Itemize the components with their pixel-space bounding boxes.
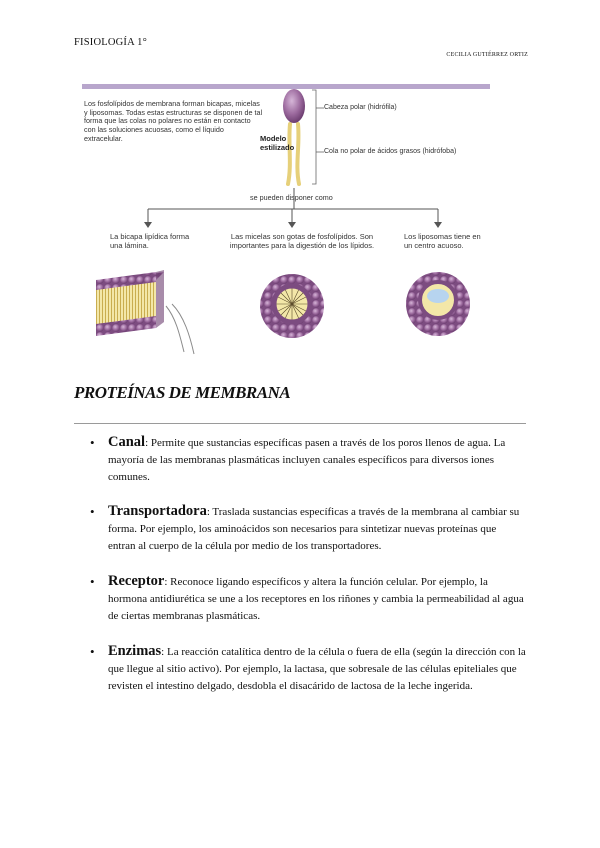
protein-term: Receptor: [108, 573, 165, 589]
protein-term: Transportadora: [108, 503, 207, 519]
list-item: [90, 434, 526, 486]
protein-term: Enzimas: [108, 643, 162, 659]
nonpolar-tail-label: Cola no polar de ácidos grasos (hidrófoba): [324, 148, 457, 155]
stylized-model-label: Modelo estilizado: [260, 134, 295, 152]
figure-top-banner: [82, 84, 490, 89]
protein-description: : Reconoce ligando específicos y altera la función celular. Por ejemplo, la hormona antidiurética se une a los receptores en los riñones y cambia la permeabilidad al agua de ciertas membranas plasmáticas.: [108, 576, 524, 622]
membrane-protein-list: [90, 434, 526, 695]
protein-term: Canal: [108, 434, 146, 450]
header-author: CECILIA GUTIÉRREZ ORTIZ: [446, 52, 528, 58]
liposome-label: Los liposomas tiene en un centro acuoso.: [404, 232, 481, 250]
protein-description: : La reacción catalítica dentro de la célula o fuera de ella (según la dirección con la que llegue al sitio activo). Por ejemplo, la lactasa, que sobresale de las células epiteliales que revisten el intestino delgado, desdobla el disacárido de lactosa de la leche ingerida.: [108, 646, 526, 692]
section-divider: [74, 423, 526, 424]
model-bracket: [312, 90, 316, 184]
section-title: PROTEÍNAS DE MEMBRANA: [74, 383, 291, 402]
polar-head-label: Cabeza polar (hidrófila): [324, 104, 397, 111]
list-item: [90, 503, 526, 555]
lipid-bilayer-sheet: [96, 270, 194, 354]
liposome: [406, 272, 470, 336]
phospholipid-figure: [80, 84, 492, 360]
micelle-label: Las micelas son gotas de fosfolípidos. Son importantes para la digestión de los lípidos.: [229, 232, 375, 250]
micelle: [260, 274, 324, 338]
figure-intro-text: Los fosfolípidos de membrana forman bicapas, micelas y liposomas. Todas estas estructuras se disponen de tal forma que las colas no polares no están en contacto con las soluciones acuosas, como el líquido extracelular.: [84, 99, 263, 143]
bilayer-label: La bicapa lipídica forma una lámina.: [110, 232, 190, 250]
header-subject: FISIOLOGÍA 1°: [74, 37, 148, 48]
arrangement-label: se pueden disponer como: [250, 193, 333, 202]
list-item: [90, 643, 526, 695]
list-item: [90, 573, 526, 625]
protein-description: : Permite que sustancias específicas pasen a través de los poros llenos de agua. La mayoría de las membranas plasmáticas incluyen canales específicos para diversos iones comunes.: [108, 437, 506, 483]
protein-description: : Traslada sustancias específicas a través de la membrana al cambiar su forma. Por ejemplo, los aminoácidos son necesarios para sintetizar nuevas proteínas que entran al cuerpo de la célula por medio de los transportadores.: [108, 506, 520, 552]
